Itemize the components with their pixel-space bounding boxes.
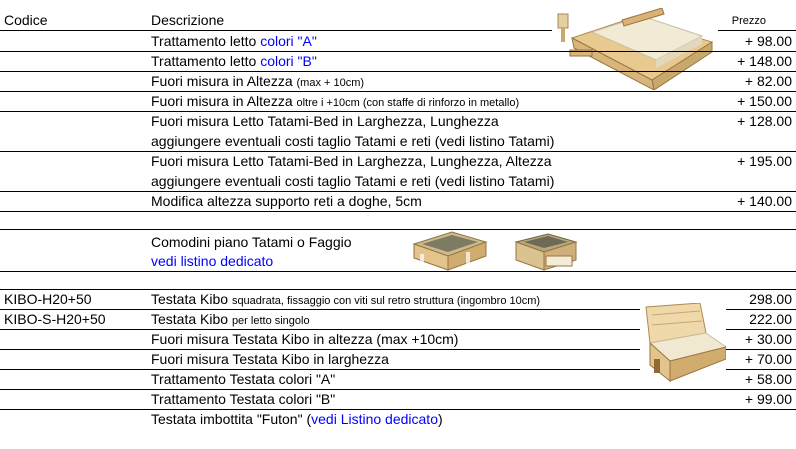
row-price: + 128.00 bbox=[737, 113, 792, 129]
testata-price: 222.00 bbox=[749, 311, 792, 327]
testata-description: Trattamento Testata colori "B" bbox=[151, 391, 336, 407]
testata-price: + 30.00 bbox=[744, 331, 792, 347]
nightstand-drawer-image bbox=[514, 232, 578, 272]
row-description-line1: Fuori misura Letto Tatami-Bed in Larghezza, Lunghezza bbox=[151, 113, 499, 129]
testata-description: Testata Kibo per letto singolo bbox=[151, 311, 310, 327]
row-description: Modifica altezza supporto reti a doghe, 5cm bbox=[151, 193, 422, 209]
testata-description: Testata Kibo squadrata, fissaggio con viti sul retro struttura (ingombro 10cm) bbox=[151, 291, 541, 307]
testata-code: KIBO-S-H20+50 bbox=[4, 311, 106, 327]
nightstand-image bbox=[412, 230, 488, 272]
testata-price: + 58.00 bbox=[744, 371, 792, 387]
tatami-bed-image bbox=[552, 8, 718, 90]
row-price: + 82.00 bbox=[744, 73, 792, 89]
testata-description: Trattamento Testata colori "A" bbox=[151, 371, 336, 387]
row-description-line1: Fuori misura Letto Tatami-Bed in Larghezza, Lunghezza, Altezza bbox=[151, 153, 552, 169]
testata-price: + 99.00 bbox=[744, 391, 792, 407]
divider bbox=[0, 51, 796, 52]
futon-listino-link[interactable]: vedi Listino dedicato bbox=[311, 411, 438, 427]
kibo-headboard-image bbox=[640, 303, 726, 383]
row-price: + 98.00 bbox=[744, 33, 792, 49]
testata-description: Fuori misura Testata Kibo in altezza (max +10cm) bbox=[151, 331, 459, 347]
row-price: + 195.00 bbox=[737, 153, 792, 169]
header-price: Prezzo bbox=[731, 15, 766, 27]
row-description: Fuori misura in Altezza oltre i +10cm (con staffe di rinforzo in metallo) bbox=[151, 93, 520, 109]
divider bbox=[0, 229, 796, 230]
comodini-link[interactable]: vedi listino dedicato bbox=[151, 253, 274, 269]
comodini-title: Comodini piano Tatami o Faggio bbox=[151, 234, 352, 250]
row-description: Trattamento letto colori "B" bbox=[151, 53, 317, 69]
row-price: + 148.00 bbox=[737, 53, 792, 69]
row-description: Trattamento letto colori "A" bbox=[151, 33, 317, 49]
testata-code: KIBO-H20+50 bbox=[4, 291, 92, 307]
testata-description: Fuori misura Testata Kibo in larghezza bbox=[151, 351, 389, 367]
futon-description: Testata imbottita "Futon" (vedi Listino dedicato) bbox=[151, 411, 443, 427]
header-code: Codice bbox=[4, 12, 48, 28]
row-description: Fuori misura in Altezza (max + 10cm) bbox=[151, 73, 365, 89]
divider bbox=[0, 211, 796, 212]
header-description: Descrizione bbox=[151, 12, 225, 28]
divider bbox=[0, 71, 796, 72]
divider bbox=[0, 389, 796, 390]
row-description-line2: aggiungere eventuali costi taglio Tatami e reti (vedi listino Tatami) bbox=[151, 133, 555, 149]
colori-b-link[interactable]: colori "B" bbox=[260, 53, 317, 69]
row-description-line2: aggiungere eventuali costi taglio Tatami e reti (vedi listino Tatami) bbox=[151, 173, 555, 189]
divider bbox=[0, 271, 796, 272]
row-price: + 150.00 bbox=[737, 93, 792, 109]
testata-price: 298.00 bbox=[749, 291, 792, 307]
row-price: + 140.00 bbox=[737, 193, 792, 209]
testata-price: + 70.00 bbox=[744, 351, 792, 367]
colori-a-link[interactable]: colori "A" bbox=[260, 33, 317, 49]
